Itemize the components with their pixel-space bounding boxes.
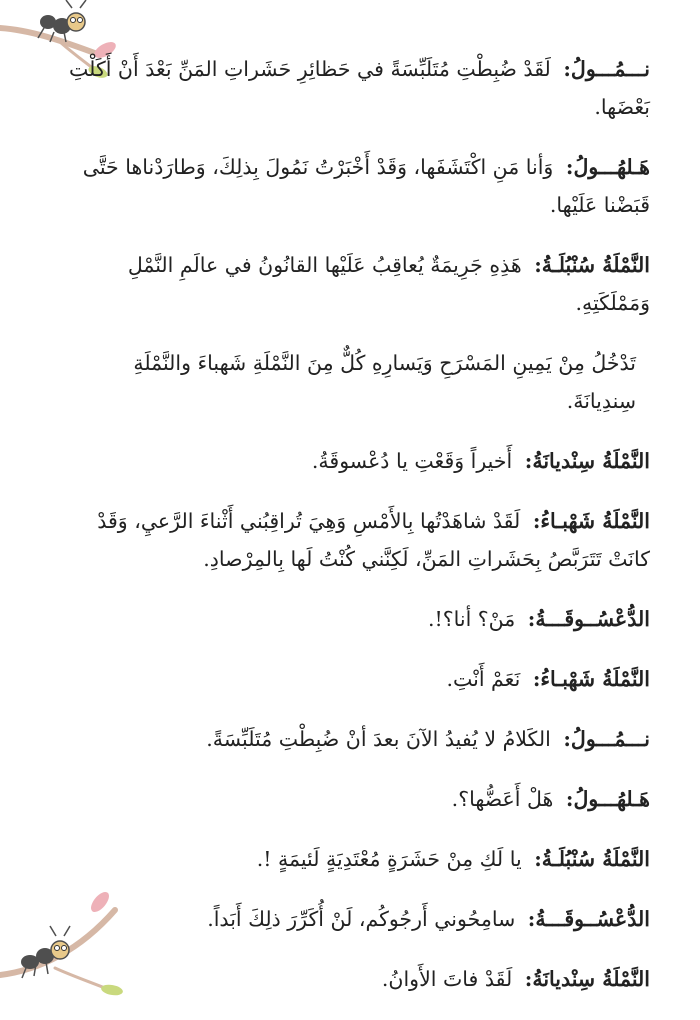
- speaker-name: هَـلهُـــولُ: [573, 787, 650, 811]
- dialogue-line: [60, 148, 650, 224]
- dialogue-text: الكَلامُ لا يُفيدُ الآنَ بعدَ أنْ ضُبِطْتِ مُتَلَبِّسَةً.: [206, 727, 551, 751]
- speaker-colon: :: [524, 967, 533, 991]
- dialogue-text: نَعَمْ أَنْتِ.: [446, 667, 521, 691]
- dialogue-text: لَقَدْ شاهَدْتُها بِالأَمْسِ وَهِيَ تُراقِبُني أَثْناءَ الرَّعيِ، وَقَدْ كانَتْ تَتَرَبَّصُ بِحَشَراتِ المَنِّ، لَكِنَّني كُنْتُ لَها بِالمِرْصادِ.: [97, 509, 650, 571]
- speaker-name: نـــمُـــولُ: [570, 727, 650, 751]
- speaker-colon: :: [534, 847, 542, 871]
- dialogue-line: [60, 660, 650, 698]
- play-script: [60, 50, 650, 1020]
- dialogue-text: لَقَدْ فاتَ الأَوانُ.: [381, 967, 513, 991]
- dialogue-line: [60, 780, 650, 818]
- dialogue-line: [60, 246, 650, 322]
- speaker-colon: :: [527, 907, 536, 931]
- dialogue-line: [60, 900, 650, 938]
- speaker-name: النَّمْلَةُ سُنْبُلَـةُ: [541, 253, 650, 277]
- speaker-name: الدُّعْسُــوقَـــةُ: [535, 907, 650, 931]
- speaker-colon: :: [524, 449, 533, 473]
- speaker-colon: :: [527, 607, 536, 631]
- speaker-colon: :: [563, 57, 571, 81]
- speaker-name: هَـلهُـــولُ: [573, 155, 650, 179]
- speaker-colon: :: [565, 155, 574, 179]
- speaker-colon: :: [565, 787, 574, 811]
- speaker-name: الدُّعْسُــوقَـــةُ: [535, 607, 650, 631]
- speaker-name: النَّمْلَةُ سِنْديانَةُ: [532, 967, 650, 991]
- speaker-colon: :: [532, 509, 541, 533]
- dialogue-text: يا لَكِ مِنْ حَشَرَةٍ مُعْتَدِيَةٍ لَئيمَةٍ !.: [256, 847, 522, 871]
- speaker-colon: :: [534, 253, 542, 277]
- dialogue-text: سامِحُوني أَرجُوكُم، لَنْ أُكَرِّرَ ذلِكَ أَبَداً.: [207, 907, 516, 931]
- speaker-name: النَّمْلَةُ شَهْبـاءُ: [540, 667, 650, 691]
- dialogue-line: [60, 600, 650, 638]
- dialogue-text: لَقَدْ ضُبِطْتِ مُتَلَبِّسَةً في حَظائِرِ حَشَراتِ المَنِّ بَعْدَ أَنْ أَكَلْتِ بَعْضَها.: [69, 57, 650, 119]
- speaker-colon: :: [563, 727, 571, 751]
- dialogue-line: [60, 840, 650, 878]
- speaker-name: النَّمْلَةُ سِنْديانَةُ: [532, 449, 650, 473]
- speaker-name: النَّمْلَةُ شَهْبـاءُ: [540, 509, 650, 533]
- dialogue-line: [60, 50, 650, 126]
- dialogue-line: [60, 960, 650, 998]
- dialogue-line: [60, 442, 650, 480]
- stage-direction: تَدْخُلُ مِنْ يَمِينِ المَسْرَحِ وَيَسارِهِ كُلٌّ مِنَ النَّمْلَةِ شَهباءَ والنَّمْلَةِ سِندِيانَةَ.: [133, 351, 636, 413]
- speaker-name: النَّمْلَةُ سُنْبُلَـةُ: [541, 847, 650, 871]
- dialogue-text: هَذِهِ جَرِيمَةٌ يُعاقِبُ عَلَيْها القانُونُ في عالَمِ النَّمْلِ وَمَمْلَكَتِهِ.: [127, 253, 650, 315]
- dialogue-text: وَأنا مَنِ اكْتَشَفَها، وَقَدْ أَخْبَرْتُ نَمُولَ بِذلِكَ، وَطارَدْناها حَتَّى قَبَضْنا عَلَيْها.: [82, 155, 650, 217]
- speaker-colon: :: [532, 667, 541, 691]
- dialogue-text: مَنْ؟ أنا؟!.: [427, 607, 516, 631]
- dialogue-text: أَخيراً وَقَعْتِ يا دُعْسوقَةُ.: [311, 449, 513, 473]
- dialogue-line: [60, 502, 650, 578]
- speaker-name: نـــمُـــولُ: [570, 57, 650, 81]
- dialogue-text: هَلْ أَعَضُّها؟.: [451, 787, 554, 811]
- dialogue-line: [60, 720, 650, 758]
